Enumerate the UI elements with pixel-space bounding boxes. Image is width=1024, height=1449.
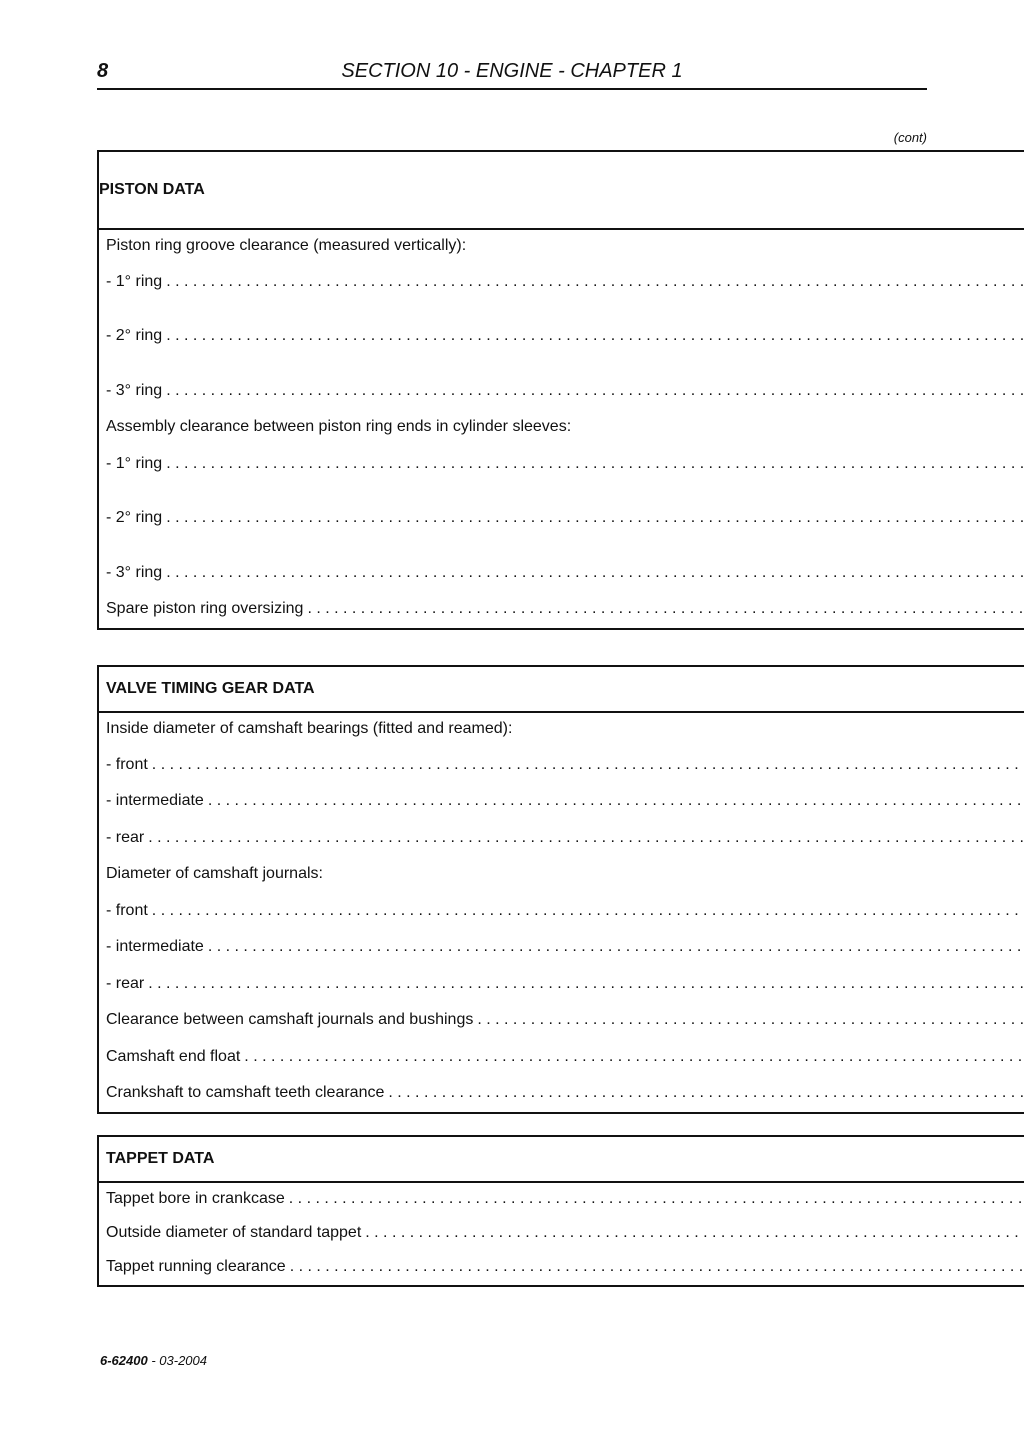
list-item: Tappet bore in crankcase . . . [99, 1190, 1024, 1224]
list-item: Spare piston ring oversizing . . . [99, 600, 1024, 628]
list-item: - 1° ring . . . [99, 455, 1024, 509]
list-item: Clearance between camshaft journals and bushings . . . [99, 1011, 1024, 1048]
list-item: - rear . . . [99, 975, 1024, 1011]
page-header [97, 58, 927, 90]
list-item: - intermediate . . . [99, 938, 1024, 975]
label-column [98, 712, 1024, 1113]
valve-timing-table [97, 665, 1024, 1114]
table-body-row [98, 1182, 1024, 1286]
list-item: Camshaft end float . . . [99, 1048, 1024, 1084]
table-header-row [98, 151, 1024, 229]
section-heading: Piston ring groove clearance (measured vertically): [106, 237, 467, 254]
label-column [98, 229, 1024, 629]
list-item: - 2° ring . . . [99, 327, 1024, 382]
page-title: SECTION 10 - ENGINE - CHAPTER 1 [341, 60, 683, 82]
list-item: - 1° ring . . . [99, 273, 1024, 327]
continued-label: (cont) [893, 130, 927, 145]
list-item: - rear . . . [99, 829, 1024, 865]
document-number: 6-62400 [100, 1353, 148, 1368]
list-item: - intermediate . . . [99, 792, 1024, 829]
table-title: PISTON DATA [98, 151, 1024, 229]
page-footer: 6-62400 - 03-2004 [100, 1353, 207, 1368]
table-title: VALVE TIMING GEAR DATA [98, 666, 1024, 712]
tappet-data-table [97, 1135, 1024, 1287]
section-heading: Diameter of camshaft journals: [106, 865, 323, 882]
list-item: Crankshaft to camshaft teeth clearance . . . [99, 1084, 1024, 1112]
section-heading: Inside diameter of camshaft bearings (fitted and reamed): [106, 720, 513, 737]
piston-data-table [97, 150, 1024, 630]
list-item: - 3° ring . . . [99, 564, 1024, 600]
page-number: 8 [97, 60, 109, 82]
table-header-row [98, 1136, 1024, 1182]
label-column [98, 1182, 1024, 1286]
section-heading: Assembly clearance between piston ring ends in cylinder sleeves: [106, 418, 572, 435]
table-header-row [98, 666, 1024, 712]
table-body-row [98, 712, 1024, 1113]
list-item: - front . . . [99, 902, 1024, 938]
list-item: - 2° ring . . . [99, 509, 1024, 564]
document-date: 03-2004 [159, 1353, 207, 1368]
list-item: Outside diameter of standard tappet . . . [99, 1224, 1024, 1258]
list-item: - front . . . [99, 756, 1024, 792]
table-title: TAPPET DATA [98, 1136, 1024, 1182]
table-body-row [98, 229, 1024, 629]
list-item: Tappet running clearance . . . [99, 1258, 1024, 1285]
list-item: - 3° ring . . . [99, 382, 1024, 418]
